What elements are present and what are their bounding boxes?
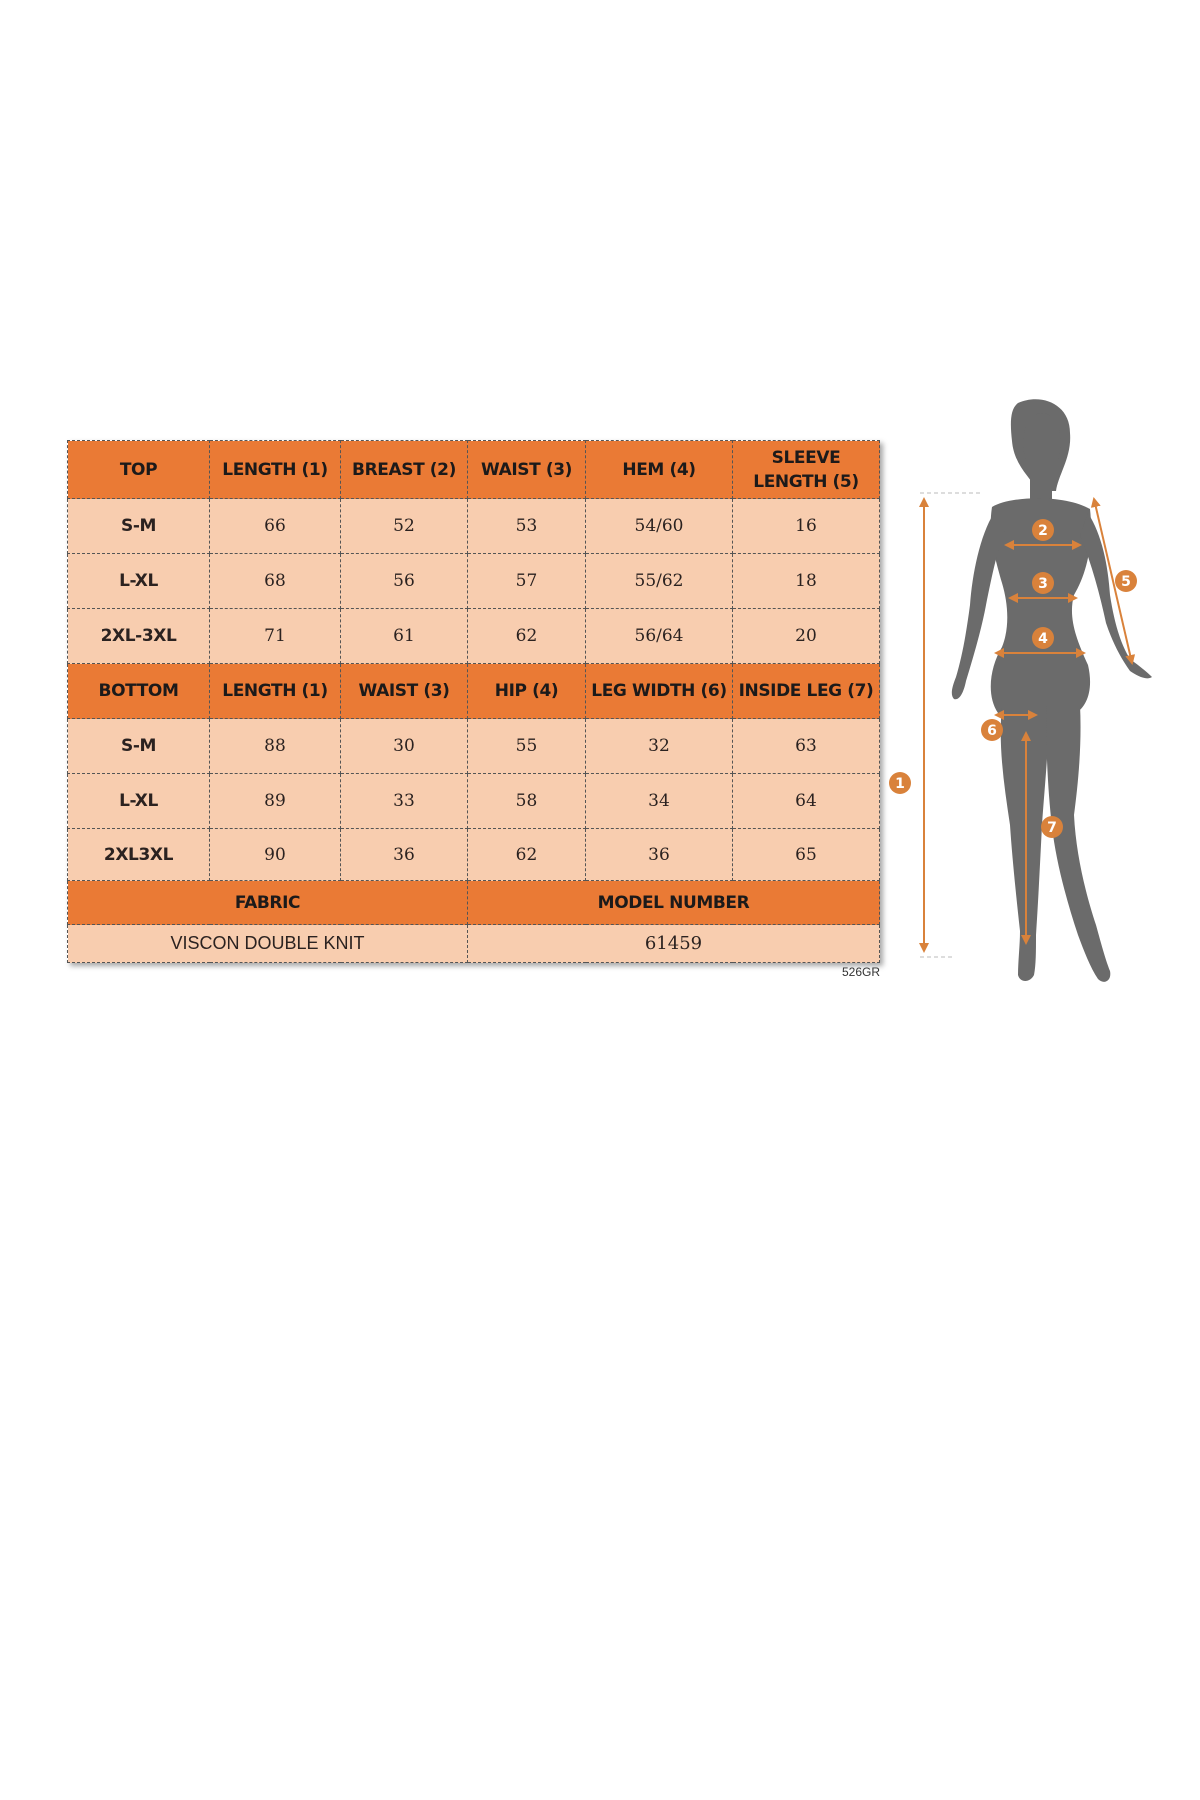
table-cell: 55/62 — [586, 554, 733, 609]
table-cell: 61 — [341, 609, 468, 664]
table-cell: 36 — [586, 829, 733, 881]
fabric-label: FABRIC — [68, 881, 468, 925]
fabric-value: VISCON DOUBLE KNIT — [68, 925, 468, 963]
header-bottom-leg-width: LEG WIDTH (6) — [586, 664, 733, 719]
top-header-row — [68, 441, 880, 499]
table-row — [68, 829, 880, 881]
header-top-length: LENGTH (1) — [210, 441, 341, 499]
header-bottom-inside-leg: INSIDE LEG (7) — [733, 664, 880, 719]
table-row — [68, 609, 880, 664]
table-cell: 57 — [468, 554, 586, 609]
model-number-value: 61459 — [468, 925, 880, 963]
table-cell: 66 — [210, 499, 341, 554]
woman-silhouette — [952, 399, 1152, 982]
size-chart-table — [67, 440, 880, 963]
footer-header-row — [68, 881, 880, 925]
product-code: 526GR — [842, 965, 881, 979]
footer-value-row — [68, 925, 880, 963]
table-cell: 62 — [468, 609, 586, 664]
table-cell: 56 — [341, 554, 468, 609]
table-cell: 36 — [341, 829, 468, 881]
table-cell: 16 — [733, 499, 880, 554]
table-cell: 33 — [341, 774, 468, 829]
size-label: S-M — [68, 499, 210, 554]
table-cell: 32 — [586, 719, 733, 774]
table-cell: 63 — [733, 719, 880, 774]
table-cell: 20 — [733, 609, 880, 664]
table-cell: 90 — [210, 829, 341, 881]
table-cell: 53 — [468, 499, 586, 554]
header-top-breast: BREAST (2) — [341, 441, 468, 499]
table-cell: 34 — [586, 774, 733, 829]
header-bottom-hip: HIP (4) — [468, 664, 586, 719]
badge-label: 5 — [1121, 574, 1131, 590]
body-measurement-figure — [880, 395, 1180, 1005]
size-label: L-XL — [68, 774, 210, 829]
table-cell: 52 — [341, 499, 468, 554]
model-number-label: MODEL NUMBER — [468, 881, 880, 925]
header-bottom-length: LENGTH (1) — [210, 664, 341, 719]
marker-badge-4 — [1032, 627, 1054, 649]
table-row — [68, 499, 880, 554]
table-cell: 62 — [468, 829, 586, 881]
size-label: 2XL-3XL — [68, 609, 210, 664]
size-label: 2XL3XL — [68, 829, 210, 881]
table-row — [68, 719, 880, 774]
marker-badge-3 — [1032, 572, 1054, 594]
table-cell: 65 — [733, 829, 880, 881]
marker-badge-6 — [981, 719, 1003, 741]
badge-label: 3 — [1038, 576, 1048, 592]
table-cell: 30 — [341, 719, 468, 774]
size-label: S-M — [68, 719, 210, 774]
marker-badge-2 — [1032, 519, 1054, 541]
header-bottom: BOTTOM — [68, 664, 210, 719]
table-cell: 58 — [468, 774, 586, 829]
table-cell: 56/64 — [586, 609, 733, 664]
badge-label: 2 — [1038, 523, 1048, 539]
marker-badge-5 — [1115, 570, 1137, 592]
table-cell: 88 — [210, 719, 341, 774]
table-cell: 18 — [733, 554, 880, 609]
header-top-waist: WAIST (3) — [468, 441, 586, 499]
size-label: L-XL — [68, 554, 210, 609]
header-bottom-waist: WAIST (3) — [341, 664, 468, 719]
table-cell: 55 — [468, 719, 586, 774]
badge-label: 4 — [1038, 631, 1048, 647]
badge-label: 1 — [895, 776, 905, 792]
bottom-header-row — [68, 664, 880, 719]
badge-label: 6 — [987, 723, 997, 739]
table-cell: 68 — [210, 554, 341, 609]
table-cell: 64 — [733, 774, 880, 829]
table-cell: 89 — [210, 774, 341, 829]
header-top-sleeve-length: SLEEVE LENGTH (5) — [733, 441, 880, 499]
table-cell: 54/60 — [586, 499, 733, 554]
header-top: TOP — [68, 441, 210, 499]
table-cell: 71 — [210, 609, 341, 664]
table-row — [68, 554, 880, 609]
badge-label: 7 — [1047, 820, 1057, 836]
table-row — [68, 774, 880, 829]
marker-badge-7 — [1041, 816, 1063, 838]
header-top-hem: HEM (4) — [586, 441, 733, 499]
marker-badge-1 — [889, 772, 911, 794]
